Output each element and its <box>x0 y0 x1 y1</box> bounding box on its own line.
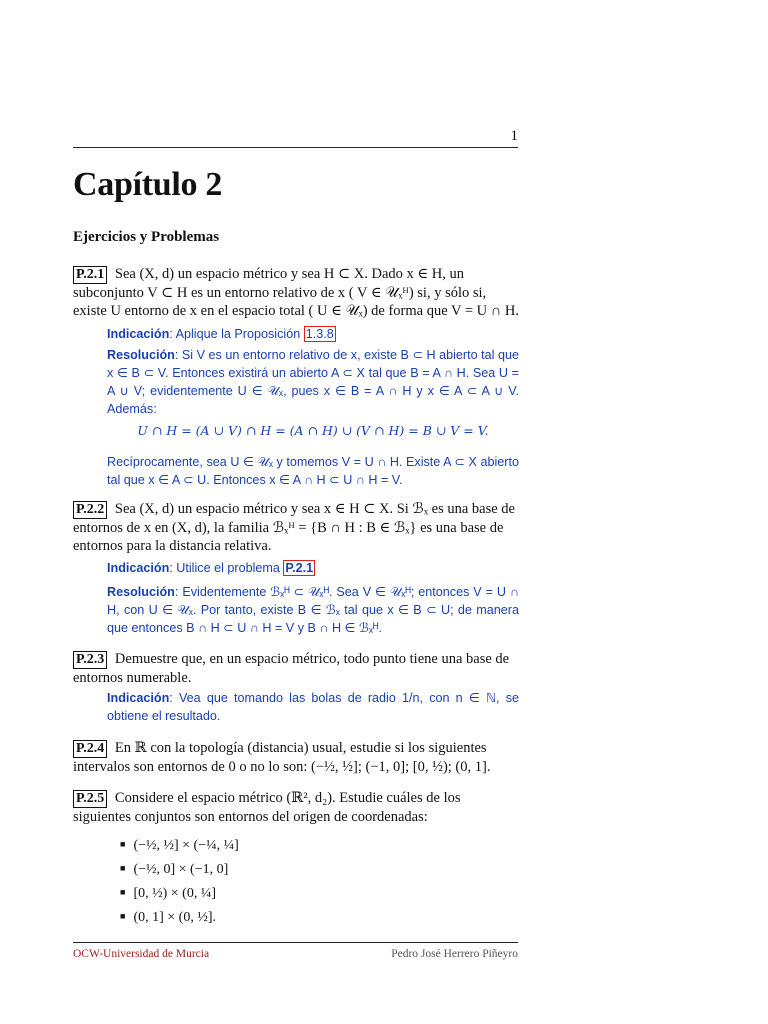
list-item: ■ (0, 1] × (0, ½]. <box>120 906 239 930</box>
header-rule <box>73 147 518 148</box>
list-item: ■ (−½, 0] × (−1, 0] <box>120 858 239 882</box>
solution-text: : Evidentemente ℬₓᴴ ⊂ 𝒰ₓᴴ. Sea V ∈ 𝒰ₓᴴ; entonces V = U ∩ H, con U ∈ 𝒰ₓ. Por tanto, existe B ∈ ℬₓ tal que x ∈ B ⊂ U; de manera que entonces B ∩ H ⊂ U ∩ H = V y B ∩ H ∈ ℬₓᴴ. <box>107 585 519 635</box>
problem-text: Demuestre que, en un espacio métrico, todo punto tiene una base de entornos numerable. <box>73 651 510 686</box>
hint-p23 <box>107 689 519 725</box>
problem-p25 <box>73 789 519 826</box>
problem-p23 <box>73 650 519 687</box>
problem-tag: P.2.4 <box>73 740 107 758</box>
problem-text: Considere el espacio métrico (ℝ², d₂). Estudie cuáles de los siguientes conjuntos son entornos del origen de coordenadas: <box>73 790 461 825</box>
list-item: ■ [0, ½) × (0, ¼] <box>120 882 239 906</box>
chapter-title: Capítulo 2 <box>73 166 223 203</box>
footer-author: Pedro José Herrero Piñeyro <box>391 948 518 960</box>
set-list <box>120 834 239 930</box>
hint-p21 <box>107 325 519 343</box>
list-item: ■ (−½, ½] × (−¼, ¼] <box>120 834 239 858</box>
hint-text: : Utilice el problema <box>169 561 284 575</box>
solution-label: Resolución <box>107 585 175 599</box>
problem-text: Sea (X, d) un espacio métrico y sea x ∈ H ⊂ X. Si ℬₓ es una base de entornos de x en (X, d), la familia ℬₓᴴ = {B ∩ H : B ∈ ℬₓ} es una base de entornos para la distancia relativa. <box>73 501 515 554</box>
hint-text: : Vea que tomando las bolas de radio 1/n, con n ∈ ℕ, se obtiene el resultado. <box>107 691 519 723</box>
hint-label: Indicación <box>107 327 170 341</box>
problem-tag: P.2.2 <box>73 501 107 519</box>
problem-p22 <box>73 500 519 555</box>
problem-p24 <box>73 739 519 776</box>
solution-p21-cont: Recíprocamente, sea U ∈ 𝒰ₓ y tomemos V = U ∩ H. Existe A ⊂ X abierto tal que x ∈ A ⊂ U. Entonces x ∈ A ∩ H ⊂ U ∩ H = V. <box>107 455 519 487</box>
hint-label: Indicación <box>107 561 170 575</box>
page-number: 1 <box>510 128 518 144</box>
problem-tag: P.2.3 <box>73 651 107 669</box>
problem-link[interactable]: P.2.1 <box>285 561 314 575</box>
solution-label: Resolución <box>107 348 175 362</box>
problem-tag: P.2.1 <box>73 266 107 284</box>
display-equation: U ∩ H = (A ∪ V) ∩ H = (A ∩ H) ∪ (V ∩ H) = B ∪ V = V. <box>137 423 489 438</box>
problem-text: En ℝ con la topología (distancia) usual, estudie si los siguientes intervalos son entornos de 0 o no lo son: (−½, ½]; (−1, 0]; [0, ½); (0, 1]. <box>73 740 491 775</box>
problem-p21 <box>73 265 519 320</box>
footer-institution: OCW-Universidad de Murcia <box>73 948 210 960</box>
solution-p21 <box>107 346 519 418</box>
problem-text: Sea (X, d) un espacio métrico y sea H ⊂ X. Dado x ∈ H, un subconjunto V ⊂ H es un entorno relativo de x ( V ∈ 𝒰ₓᴴ) si, y sólo si, existe U entorno de x en el espacio total ( U ∈ 𝒰ₓ) de forma que V = U ∩ H. <box>73 266 519 319</box>
proposition-link[interactable]: 1.3.8 <box>305 327 334 341</box>
footer-rule <box>73 942 518 943</box>
solution-text: : Si V es un entorno relativo de x, existe B ⊂ H abierto tal que x ∈ B ⊂ V. Entonces existirá un abierto A ⊂ X tal que B = A ∩ H. Sea U = A ∪ V; evidentemente U ∈ 𝒰ₓ, pues x ∈ B = A ∩ H y x ∈ A ⊂ A ∪ V. Además: <box>107 348 519 416</box>
problem-tag: P.2.5 <box>73 790 107 808</box>
solution-p22 <box>107 583 519 637</box>
hint-p22 <box>107 559 519 577</box>
hint-label: Indicación <box>107 691 170 705</box>
section-title: Ejercicios y Problemas <box>73 229 220 245</box>
hint-text: : Aplique la Proposición <box>169 327 304 341</box>
